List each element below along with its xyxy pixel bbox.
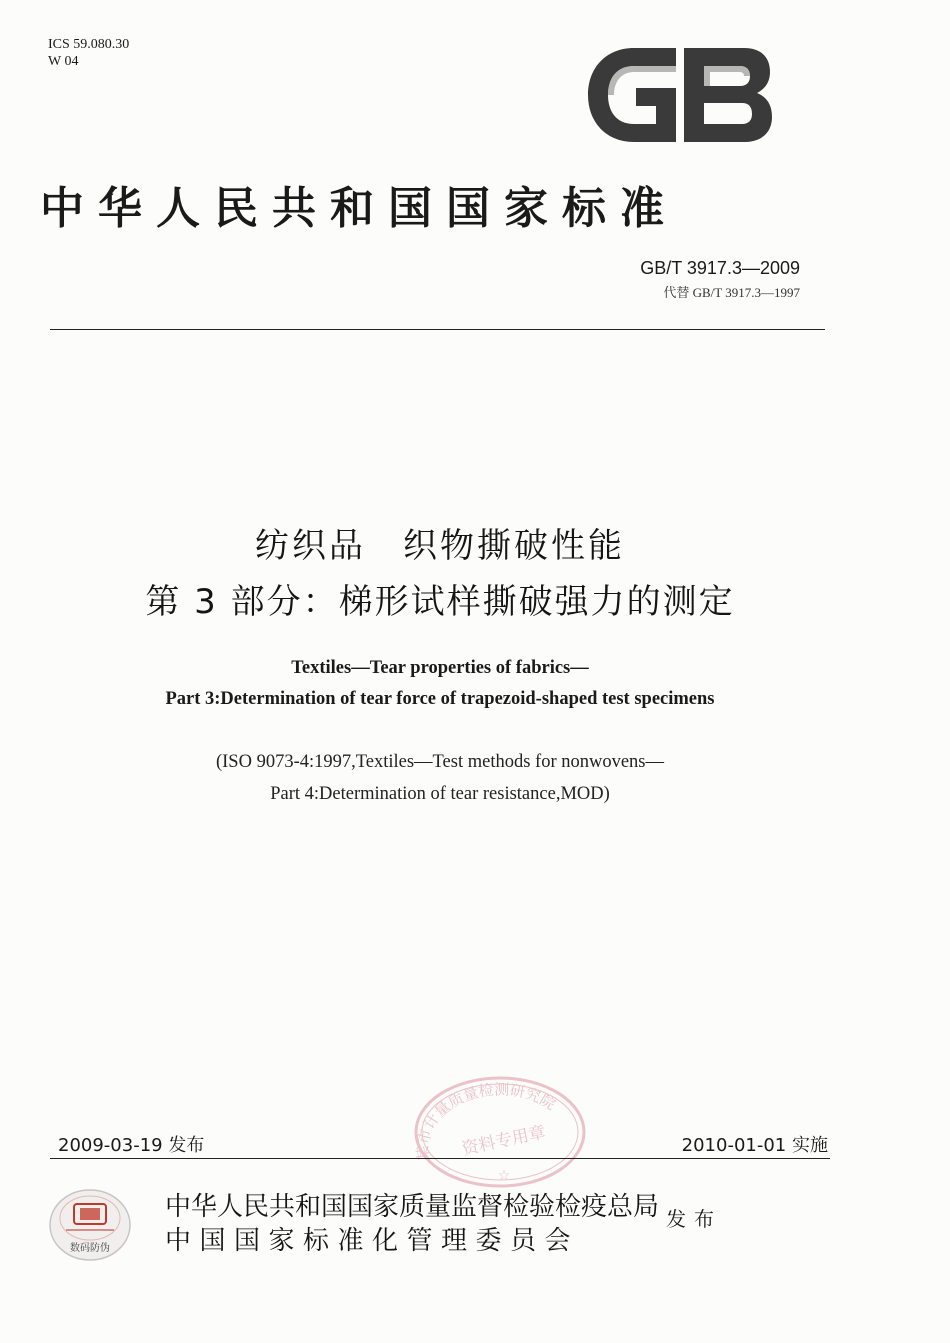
iso-reference-line-2: Part 4:Determination of tear resistance,MOD)	[270, 784, 610, 804]
standard-number: GB/T 3917.3—2009	[640, 258, 800, 278]
ics-code: ICS 59.080.30	[48, 37, 130, 52]
replaces-standard: 代替 GB/T 3917.3—1997	[663, 285, 800, 300]
gb-logo-icon	[584, 44, 774, 146]
top-divider	[50, 329, 825, 330]
issuer-line-1: 中华人民共和国国家质量监督检验检疫总局	[165, 1192, 660, 1222]
issue-date: 2009-03-19 发布	[58, 1135, 205, 1156]
issuer-line-2: 中国国家标准化管理委员会	[165, 1226, 580, 1256]
chinese-title-line-2: 第 3 部分：梯形试样撕破强力的测定	[145, 582, 735, 622]
library-stamp-icon	[408, 1072, 588, 1192]
stamp-center-text: 资料专用章	[460, 1122, 548, 1160]
issue-label: 发布	[666, 1207, 722, 1231]
seal-label: 数码防伪	[70, 1243, 110, 1254]
implementation-date: 2010-01-01 实施	[681, 1135, 828, 1156]
anti-counterfeit-seal-icon	[48, 1188, 132, 1262]
classification-codes	[48, 36, 129, 70]
bottom-divider	[50, 1158, 830, 1159]
stamp-star-icon: ☆	[497, 1168, 511, 1184]
stamp-arc-text: 某市计量质量检测研究院	[413, 1080, 559, 1162]
english-title-line-2: Part 3:Determination of tear force of trapezoid-shaped test specimens	[165, 689, 715, 709]
english-title-line-1: Textiles—Tear properties of fabrics—	[291, 658, 589, 678]
chinese-title-line-1: 纺织品 织物撕破性能	[255, 526, 625, 566]
ccs-code: W 04	[48, 54, 79, 69]
standard-title: 中华人民共和国国家标准	[40, 183, 678, 234]
iso-reference-line-1: (ISO 9073-4:1997,Textiles—Test methods for nonwovens—	[215, 752, 665, 772]
